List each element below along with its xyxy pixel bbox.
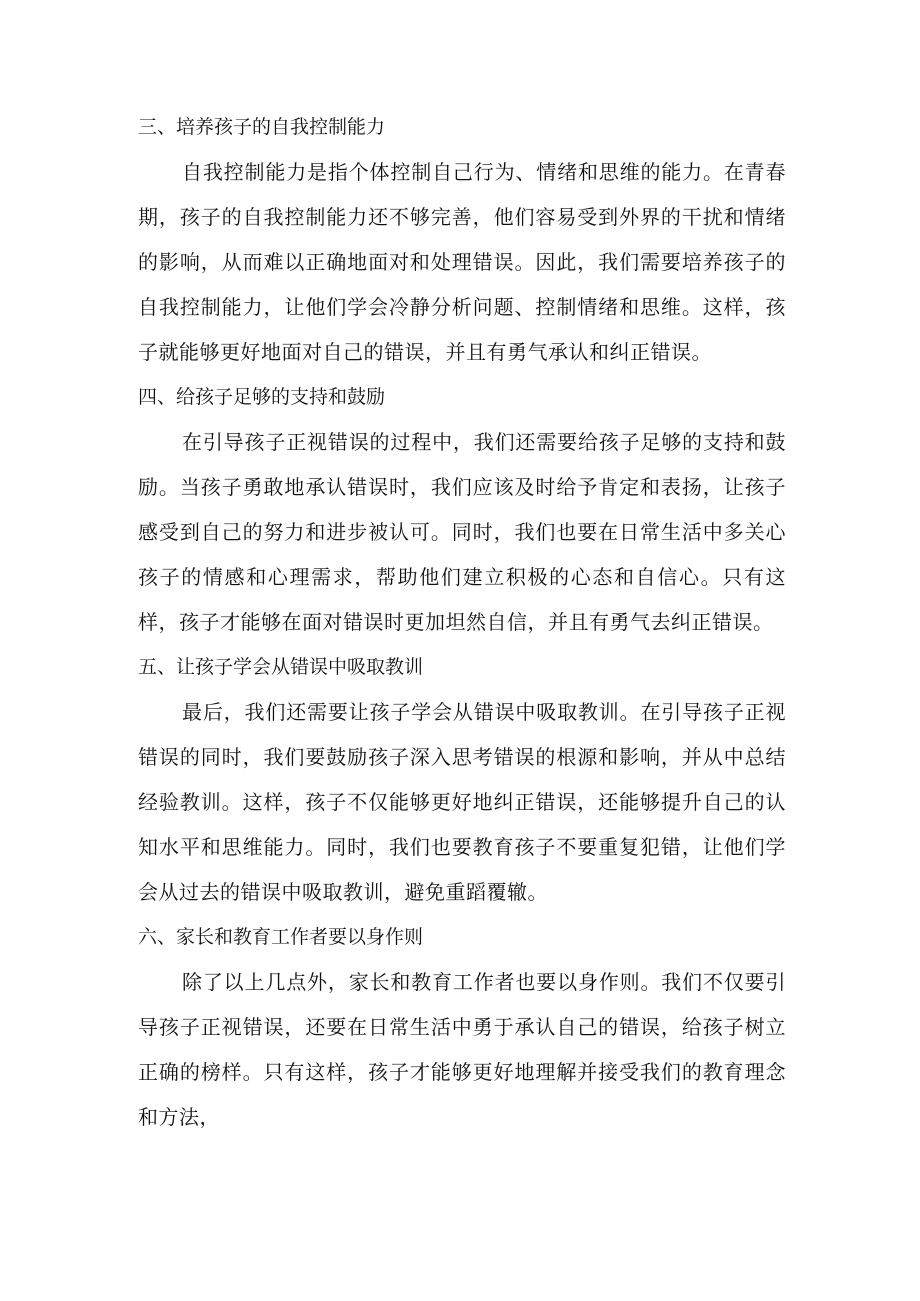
- section-paragraph-3: 自我控制能力是指个体控制自己行为、情绪和思维的能力。在青春期，孩子的自我控制能力还不够完善，他们容易受到外界的干扰和情绪的影响，从而难以正确地面对和处理错误。因此，我们需要培养孩子的自我控制能力，让他们学会冷静分析问题、控制情绪和思维。这样，孩子就能够更好地面对自己的错误，并且有勇气承认和纠正错误。: [138, 160, 786, 364]
- section-paragraph-4: 在引导孩子正视错误的过程中，我们还需要给孩子足够的支持和鼓励。当孩子勇敢地承认错误时，我们应该及时给予肯定和表扬，让孩子感受到自己的努力和进步被认可。同时，我们也要在日常生活中多关心孩子的情感和心理需求，帮助他们建立积极的心态和自信心。只有这样，孩子才能够在面对错误时更加坦然自信，并且有勇气去纠正错误。: [138, 430, 786, 634]
- section-paragraph-6: 除了以上几点外，家长和教育工作者也要以身作则。我们不仅要引导孩子正视错误，还要在日常生活中勇于承认自己的错误，给孩子树立正确的榜样。只有这样，孩子才能够更好地理解并接受我们的教育理念和方法，: [138, 970, 786, 1129]
- section-heading-6: 六、家长和教育工作者要以身作则: [138, 926, 424, 948]
- document-body: [138, 105, 786, 1140]
- section-heading-3: 三、培养孩子的自我控制能力: [138, 116, 386, 138]
- section-heading-4: 四、给孩子足够的支持和鼓励: [138, 386, 386, 408]
- section-paragraph-5: 最后，我们还需要让孩子学会从错误中吸取教训。在引导孩子正视错误的同时，我们要鼓励孩子深入思考错误的根源和影响，并从中总结经验教训。这样，孩子不仅能够更好地纠正错误，还能够提升自己的认知水平和思维能力。同时，我们也要教育孩子不要重复犯错，让他们学会从过去的错误中吸取教训，避免重蹈覆辙。: [138, 700, 786, 904]
- section-heading-5: 五、让孩子学会从错误中吸取教训: [138, 656, 424, 678]
